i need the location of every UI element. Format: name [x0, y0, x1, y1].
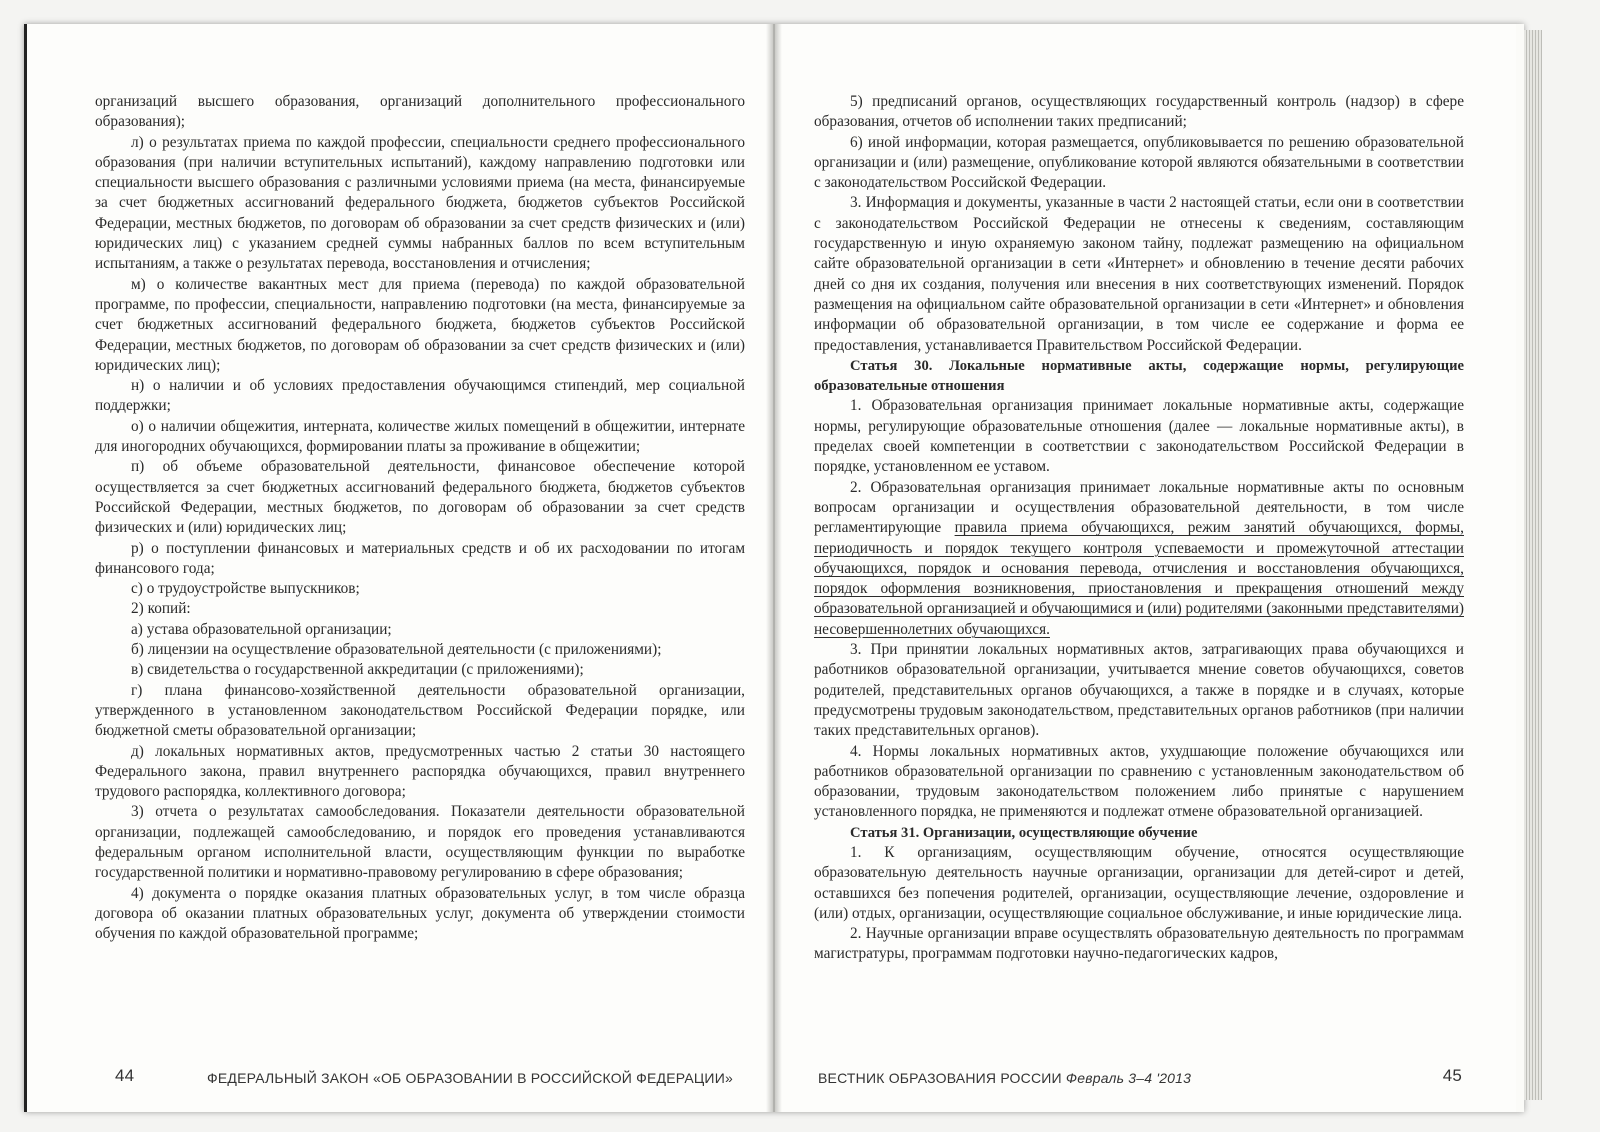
paragraph: 4. Нормы локальных нормативных актов, ухудшающие положение обучающихся или работников образовательной организации по сравнению с установленным законодательством об образовании, трудовым законодательством положением либо принятые с нарушением установленного порядка, не применяются и подлежат отмене образовательной организацией.	[814, 742, 1464, 821]
running-footer-title: ФЕДЕРАЛЬНЫЙ ЗАКОН «ОБ ОБРАЗОВАНИИ В РОССИЙСКОЙ ФЕДЕРАЦИИ»	[207, 1070, 733, 1086]
paragraph: в) свидетельства о государственной аккредитации (с приложениями);	[131, 661, 584, 679]
paragraph: 4) документа о порядке оказания платных образовательных услуг, в том числе образца договора об оказании платных образовательных услуг, документа об утверждении стоимости обучения по каждой образовательной программе;	[95, 884, 745, 943]
paragraph: 5) предписаний органов, осуществляющих государственный контроль (надзор) в сфере образования, отчетов об исполнении таких предписаний;	[814, 93, 1464, 131]
page-edges	[1524, 30, 1542, 1100]
paragraph: о) о наличии общежития, интерната, количестве жилых помещений в общежитии, интернате для иногородних обучающихся, формировании платы за проживание в общежитии;	[95, 417, 745, 456]
left-page-text	[95, 92, 745, 944]
paragraph: а) устава образовательной организации;	[131, 620, 392, 638]
article-30-heading: Статья 30. Локальные нормативные акты, содержащие нормы, регулирующие образовательные отношения	[814, 357, 1464, 395]
page-number: 44	[115, 1066, 135, 1085]
paragraph: б) лицензии на осуществление образовательной деятельности (с приложениями);	[131, 641, 662, 659]
paragraph: г) плана финансово-хозяйственной деятельности образовательной организации, утвержденного в установленном законодательством Российской Федерации порядке, или бюджетной сметы образовательной организации;	[95, 681, 745, 740]
paragraph: 2) копий:	[131, 600, 191, 618]
paragraph: 6) иной информации, которая размещается, опубликовывается по решению образовательной организации и (или) размещение, опубликование которой являются обязательными в соответствии с законодательством Российской Федерации.	[814, 133, 1464, 192]
right-page-text	[814, 92, 1464, 965]
paragraph: с) о трудоустройстве выпускников;	[131, 580, 360, 598]
paragraph: 3. При принятии локальных нормативных актов, затрагивающих права обучающихся и работников образовательной организации, учитывается мнение советов обучающихся, советов родителей, представительных органов обучающихся, а также в порядке и в случаях, которые предусмотрены трудовым законодательством, представительных органов работников (при наличии таких представительных органов).	[814, 641, 1464, 740]
paragraph: 2. Научные организации вправе осуществлять образовательную деятельность по программам магистратуры, программам подготовки научно-педагогических кадров,	[814, 925, 1464, 963]
underlined-text: правила приема обучающихся, режим занятий обучающихся, формы, периодичность и порядок текущего контроля успеваемости и промежуточной аттестации обучающихся, порядок и основания перевода, отчисления и восстановления обучающихся, порядок оформления возникновения, приостановления и прекращения отношений между образовательной организацией и обучающимися и (или) родителями (законными представителями) несовершеннолетних обучающихся.	[814, 519, 1464, 638]
left-page	[24, 24, 775, 1112]
paragraph: н) о наличии и об условиях предоставления обучающимся стипендий, мер социальной поддержки;	[95, 377, 745, 415]
paragraph: л) о результатах приема по каждой профессии, специальности среднего профессионального образования (при наличии вступительных испытаний), каждому направлению подготовки или специальности высшего образования с различными условиями приема (на места, финансируемые за счет бюджетных ассигнований федерального бюджета, бюджетов субъектов Российской Федерации, местных бюджетов, по договорам об образовании за счет средств физических и (или) юридических лиц) с указанием средней суммы набранных баллов по всем вступительным испытаниям, а также о результатах перевода, восстановления и отчисления;	[95, 133, 745, 273]
paragraph: 3. Информация и документы, указанные в части 2 настоящей статьи, если они в соответствии с законодательством Российской Федерации не отнесены к сведениям, составляющим государственную и иную охраняемую законом тайну, подлежат размещению на официальном сайте образовательной организации в сети «Интернет» и обновлению в течение десяти рабочих дней со дня их создания, получения или внесения в них соответствующих изменений. Порядок размещения на официальном сайте образовательной организации в сети «Интернет» и обновления информации об образовательной организации, в том числе ее содержание и форма ее предоставления, устанавливается Правительством Российской Федерации.	[814, 194, 1464, 354]
journal-issue: Февраль 3–4 '2013	[1065, 1070, 1192, 1086]
paragraph: д) локальных нормативных актов, предусмотренных частью 2 статьи 30 настоящего Федерального закона, правил внутреннего распорядка обучающихся, правил внутреннего трудового распорядка, коллективного договора;	[95, 742, 745, 801]
paragraph: 3) отчета о результатах самообследования. Показатели деятельности образовательной организации, подлежащей самообследованию, и порядок его проведения устанавливаются федеральным органом исполнительной власти, осуществляющим функции по выработке государственной политики и нормативно-правовому регулированию в сфере образования;	[95, 803, 745, 882]
paragraph: м) о количестве вакантных мест для приема (перевода) по каждой образовательной программе, по профессии, специальности, направлению подготовки (на места, финансируемые за счет бюджетных ассигнований федерального бюджета, бюджетов субъектов Российской Федерации, местных бюджетов, по договорам об образовании за счет средств физических и (или) юридических лиц);	[95, 275, 745, 374]
article-31-heading: Статья 31. Организации, осуществляющие обучение	[850, 824, 1198, 841]
paragraph: организаций высшего образования, организаций дополнительного профессионального образования);	[95, 93, 745, 131]
book-spread	[24, 24, 1524, 1112]
right-page	[776, 24, 1516, 1112]
paragraph-start: 2. Образовательная организация принимает локальные нормативные акты по основным вопросам организации и осуществления образовательной деятельности, в том числе регламентирующие	[814, 478, 1464, 537]
journal-footer	[818, 1070, 1191, 1086]
journal-name: ВЕСТНИК ОБРАЗОВАНИЯ РОССИИ	[818, 1070, 1062, 1086]
paragraph: п) об объеме образовательной деятельности, финансовое обеспечение которой осуществляется за счет бюджетных ассигнований федерального бюджета, бюджетов субъектов Российской Федерации, местных бюджетов, по договорам об образовании за счет средств физических и (или) юридических лиц;	[95, 458, 745, 537]
page-number: 45	[1442, 1066, 1462, 1085]
paragraph	[814, 478, 1464, 640]
paragraph: 1. Образовательная организация принимает локальные нормативные акты, содержащие нормы, регулирующие образовательные отношения (далее — локальные нормативные акты), в пределах своей компетенции в соответствии с законодательством Российской Федерации в порядке, установленном ее уставом.	[814, 397, 1464, 476]
paragraph: 1. К организациям, осуществляющим обучение, относятся осуществляющие образовательную деятельность научные организации, организации для детей-сирот и детей, оставшихся без попечения родителей, организации, осуществляющие лечение, оздоровление и (или) отдых, организации, осуществляющие социальное обслуживание, и иные юридические лица.	[814, 843, 1464, 922]
book-gutter	[766, 24, 782, 1112]
paragraph: р) о поступлении финансовых и материальных средств и об их расходовании по итогам финансового года;	[95, 539, 745, 577]
